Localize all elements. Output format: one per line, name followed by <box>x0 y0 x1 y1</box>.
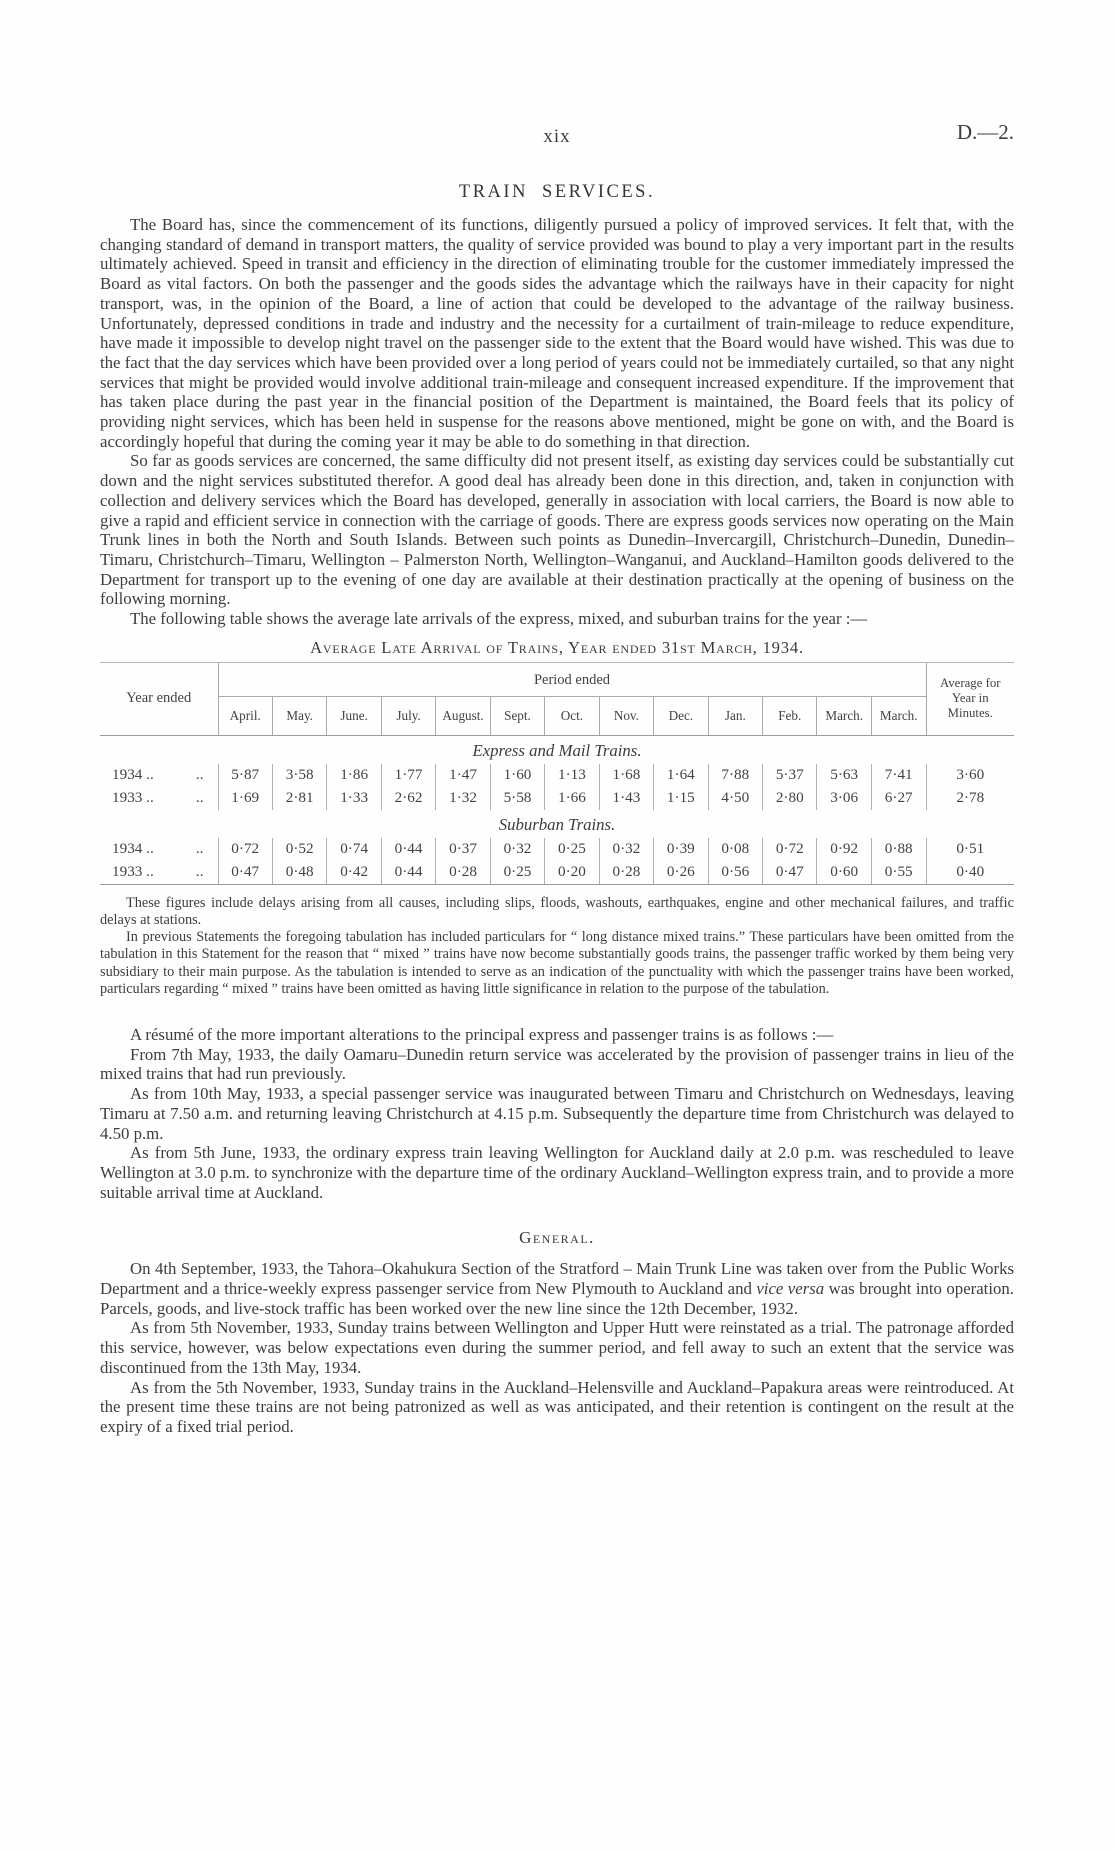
col-header-sept: Sept. <box>490 696 544 735</box>
col-header-march-a: March. <box>817 696 871 735</box>
col-header-may: May. <box>272 696 326 735</box>
resume-intro: A résumé of the more important alterations to the principal express and passenger trains is as follows :— <box>130 1024 834 1044</box>
value-cell: 2·80 <box>763 787 817 810</box>
value-cell: 0·92 <box>817 838 871 861</box>
year-cell <box>100 861 218 885</box>
value-cell: 7·41 <box>871 764 926 787</box>
value-cell: 0·28 <box>436 861 490 885</box>
late-arrivals-table <box>100 662 1014 885</box>
dot-leader: .. <box>195 863 204 881</box>
value-cell: 1·43 <box>599 787 653 810</box>
page-number: xix <box>543 126 571 147</box>
value-cell: 0·44 <box>381 861 435 885</box>
value-cell: 0·47 <box>218 861 272 885</box>
text-segment: On 4th September, 1933, the Tahora–Okahukura Section of the Stratford – Main Trunk Line was taken over from the Public Works Department and a thrice-weekly express passenger service from New Plymouth to Auckland and <box>100 1259 1014 1299</box>
text-segment: was brought into operation. Parcels, goods, and live-stock traffic has been worked over the new line since the 12th December, 1932. <box>100 1279 1014 1318</box>
dot-leader: .. <box>195 789 204 807</box>
value-cell: 0·32 <box>599 838 653 861</box>
col-header-march-b: March. <box>871 696 926 735</box>
year-cell <box>100 787 218 810</box>
value-cell: 1·32 <box>436 787 490 810</box>
value-cell: 3·06 <box>817 787 871 810</box>
value-cell: 0·20 <box>545 861 599 885</box>
value-cell: 0·88 <box>871 838 926 861</box>
average-cell: 0·40 <box>926 861 1014 885</box>
value-cell: 1·60 <box>490 764 544 787</box>
value-cell: 1·15 <box>654 787 708 810</box>
value-cell: 5·63 <box>817 764 871 787</box>
value-cell: 2·81 <box>272 787 326 810</box>
value-cell: 0·26 <box>654 861 708 885</box>
col-header-april: April. <box>218 696 272 735</box>
value-cell: 0·52 <box>272 838 326 861</box>
year-cell <box>100 838 218 861</box>
value-cell: 1·47 <box>436 764 490 787</box>
value-cell: 1·86 <box>327 764 381 787</box>
year-label: 1933 .. <box>112 863 154 881</box>
col-header-july: July. <box>381 696 435 735</box>
col-header-august: August. <box>436 696 490 735</box>
body-paragraph-1: The Board has, since the commencement of its functions, diligently pursued a policy of improved services. It felt that, with the changing standard of demand in transport matters, the quality of service provided was bound to play a very important part in the results ultimately achieved. Speed in transit and efficiency in the direction of eliminating trouble for the customer immediately impressed the Board as vital factors. On both the passenger and the goods sides the advantage which the railways have in their capacity for night transport, was, in the opinion of the Board, a line of action that could be developed to the advantage of the railway business. Unfortunately, depressed conditions in trade and industry and the necessity for a curtailment of train-mileage to reduce expenditure, have made it impossible to develop night travel on the passenger side to the extent that the Board would have wished. This was due to the fact that the day services which have been provided over a long period of years could not be immediately curtailed, so that any night services that might be provided would involve additional train-mileage and consequent increased expenditure. If the improvement that has taken place during the past year in the financial position of the Department is maintained, the Board feels that its policy of providing night services, which has been held in suspense for the reasons above mentioned, might be gone on with, and the Board is accordingly hopeful that during the coming year it may be able to do something in that direction. <box>100 215 1014 451</box>
general-paragraph-1 <box>100 1259 1014 1318</box>
general-paragraph-2: As from 5th November, 1933, Sunday trains between Wellington and Upper Hutt were reinstated as a trial. The patronage afforded this service, however, was below expectations even during the summer period, and fell away to such an extent that the service was discontinued from the 13th May, 1934. <box>100 1318 1014 1377</box>
dot-leader: .. <box>195 840 204 858</box>
document-reference: D.—2. <box>956 120 1014 144</box>
value-cell: 0·39 <box>654 838 708 861</box>
value-cell: 0·42 <box>327 861 381 885</box>
value-cell: 0·44 <box>381 838 435 861</box>
value-cell: 4·50 <box>708 787 762 810</box>
value-cell: 5·58 <box>490 787 544 810</box>
value-cell: 1·68 <box>599 764 653 787</box>
general-heading: General. <box>519 1228 595 1248</box>
value-cell: 0·60 <box>817 861 871 885</box>
value-cell: 0·74 <box>327 838 381 861</box>
italic-phrase: vice versa <box>756 1279 825 1299</box>
table-title: Average Late Arrival of Trains, Year ended 31st March, 1934. <box>310 637 804 657</box>
value-cell: 3·58 <box>272 764 326 787</box>
section-label-suburban: Suburban Trains. <box>498 814 616 834</box>
section-label-express: Express and Mail Trains. <box>472 740 642 760</box>
value-cell: 1·33 <box>327 787 381 810</box>
table-notes <box>100 895 1014 998</box>
year-cell <box>100 764 218 787</box>
section-label-row <box>100 735 1014 764</box>
resume-paragraph-3: As from 5th June, 1933, the ordinary express train leaving Wellington for Auckland daily at 2.0 p.m. was rescheduled to leave Wellington at 3.0 p.m. to synchronize with the departure time of the ordinary Auckland–Wellington express train, and to provide a more suitable arrival time at Auckland. <box>100 1143 1014 1202</box>
value-cell: 0·47 <box>763 861 817 885</box>
value-cell: 0·08 <box>708 838 762 861</box>
value-cell: 1·77 <box>381 764 435 787</box>
average-cell: 0·51 <box>926 838 1014 861</box>
value-cell: 0·72 <box>218 838 272 861</box>
value-cell: 0·37 <box>436 838 490 861</box>
value-cell: 0·25 <box>545 838 599 861</box>
col-header-jan: Jan. <box>708 696 762 735</box>
value-cell: 1·66 <box>545 787 599 810</box>
year-label: 1933 .. <box>112 789 154 807</box>
value-cell: 5·87 <box>218 764 272 787</box>
table-row-suburban-1934 <box>100 838 1014 861</box>
resume-paragraph-1: From 7th May, 1933, the daily Oamaru–Dunedin return service was accelerated by the provision of passenger trains in lieu of the mixed trains that had run previously. <box>100 1044 1014 1084</box>
table-header <box>100 662 1014 735</box>
col-header-oct: Oct. <box>545 696 599 735</box>
note-2: In previous Statements the foregoing tabulation has included particulars for “ long distance mixed trains.” These particulars have been omitted from the tabulation in this Statement for the reason that “ mixed ” trains have now become substantially goods trains, the passenger traffic worked by them being very subsidiary to their main purpose. As the tabulation is intended to serve as an indication of the punctuality with which the passenger trains have been worked, particulars regarding “ mixed ” trains have been omitted as having little significance in relation to the purpose of the tabulation. <box>100 929 1014 997</box>
general-paragraph-3: As from the 5th November, 1933, Sunday trains in the Auckland–Helensville and Auckland–Papakura areas were reintroduced. At the present time these trains are not being patronized as well as was anticipated, and their retention is contingent on the result at the expiry of a fixed trial period. <box>100 1377 1014 1436</box>
value-cell: 2·62 <box>381 787 435 810</box>
col-header-nov: Nov. <box>599 696 653 735</box>
year-ended-header: Year ended <box>100 662 218 735</box>
value-cell: 0·56 <box>708 861 762 885</box>
value-cell: 1·13 <box>545 764 599 787</box>
average-cell: 3·60 <box>926 764 1014 787</box>
value-cell: 6·27 <box>871 787 926 810</box>
average-for-year-header: Average for Year in Minutes. <box>926 662 1014 735</box>
value-cell: 0·55 <box>871 861 926 885</box>
value-cell: 0·48 <box>272 861 326 885</box>
dot-leader: .. <box>195 766 204 784</box>
table-row-express-1934 <box>100 764 1014 787</box>
resume-section <box>100 1025 1014 1202</box>
period-ended-header: Period ended <box>218 662 926 696</box>
table-row-express-1933 <box>100 787 1014 810</box>
year-label: 1934 .. <box>112 766 154 784</box>
year-label: 1934 .. <box>112 840 154 858</box>
col-header-feb: Feb. <box>763 696 817 735</box>
body-paragraph-2: So far as goods services are concerned, the same difficulty did not present itself, as existing day services could be substantially cut down and the night services substituted therefor. A good deal has already been done in this direction, and, taken in conjunction with collection and delivery services which the Board has developed, generally in association with local carriers, the Board is now able to give a rapid and efficient service in connection with the carriage of goods. There are express goods services now operating on the Main Trunk lines in both the North and South Islands. Between such points as Dunedin–Invercargill, Christchurch–Dunedin, Dunedin–Timaru, Christchurch–Timaru, Wellington – Palmerston North, Wellington–Wanganui, and Auckland–Hamilton goods delivered to the Department for transport up to the evening of one day are available at their destination practically at the opening of business on the following morning. <box>100 451 1014 609</box>
average-cell: 2·78 <box>926 787 1014 810</box>
resume-paragraph-2: As from 10th May, 1933, a special passenger service was inaugurated between Timaru and Christchurch on Wednesdays, leaving Timaru at 7.50 a.m. and returning leaving Christchurch at 4.15 p.m. Subsequently the departure time from Christchurch was delayed to 4.50 p.m. <box>100 1084 1014 1143</box>
col-header-dec: Dec. <box>654 696 708 735</box>
value-cell: 7·88 <box>708 764 762 787</box>
value-cell: 0·32 <box>490 838 544 861</box>
value-cell: 1·64 <box>654 764 708 787</box>
body-paragraph-3: The following table shows the average late arrivals of the express, mixed, and suburban trains for the year :— <box>130 609 868 629</box>
table-row-suburban-1933 <box>100 861 1014 885</box>
value-cell: 0·72 <box>763 838 817 861</box>
value-cell: 5·37 <box>763 764 817 787</box>
value-cell: 0·25 <box>490 861 544 885</box>
note-1: These figures include delays arising from all causes, including slips, floods, washouts, earthquakes, engine and other mechanical failures, and traffic delays at stations. <box>100 894 1014 928</box>
page-title: TRAIN SERVICES. <box>458 182 656 202</box>
page-header <box>100 120 1014 148</box>
general-section <box>100 1259 1014 1436</box>
value-cell: 0·28 <box>599 861 653 885</box>
section-label-row <box>100 810 1014 838</box>
value-cell: 1·69 <box>218 787 272 810</box>
col-header-june: June. <box>327 696 381 735</box>
